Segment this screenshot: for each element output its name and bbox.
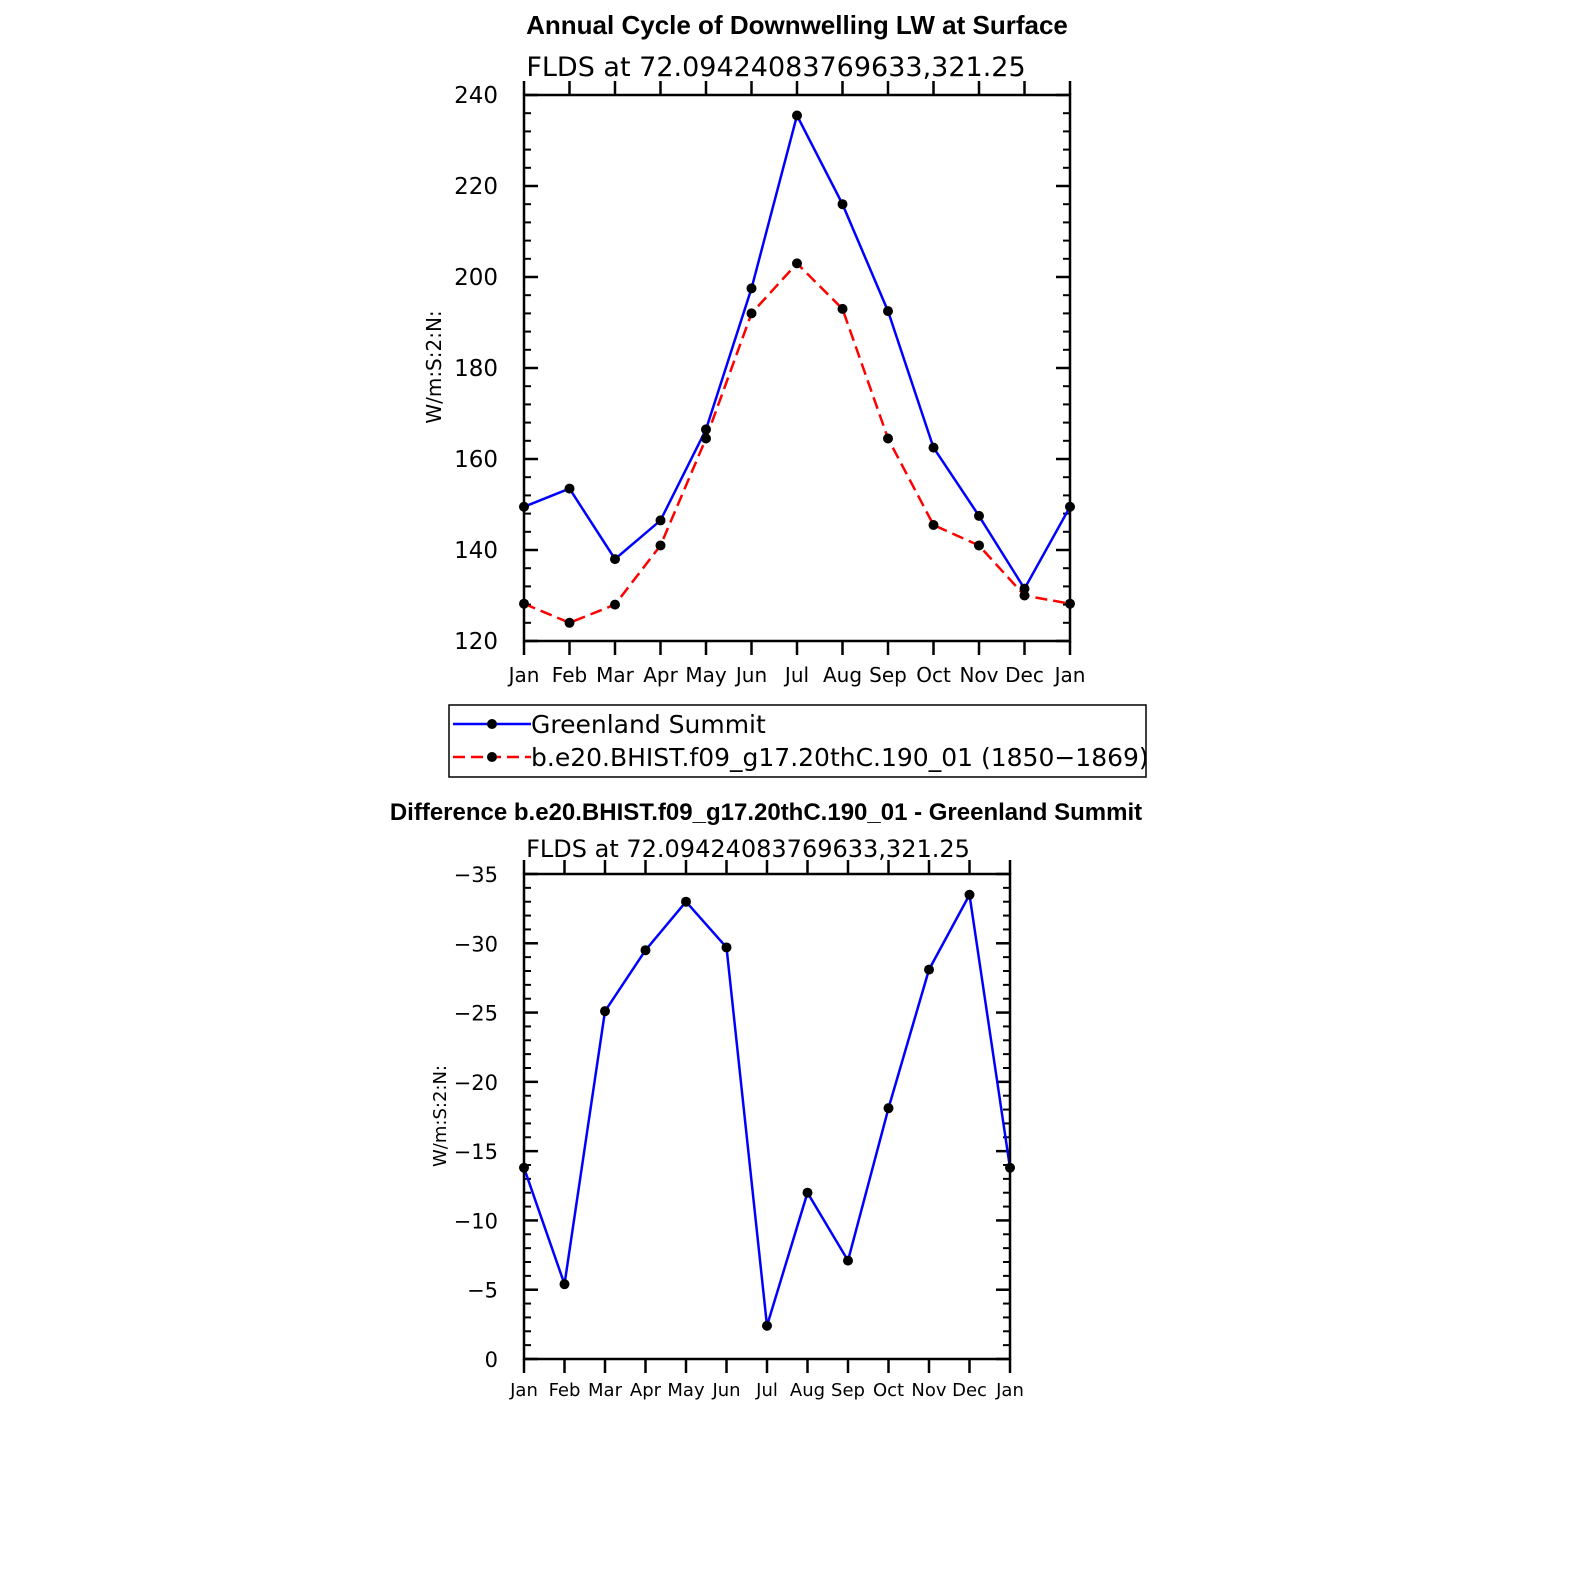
series-line-1 xyxy=(524,263,1070,622)
data-point xyxy=(974,511,984,521)
data-point xyxy=(792,258,802,268)
x-tick-label: Jun xyxy=(712,1380,741,1401)
x-tick-label: Nov xyxy=(911,1380,947,1401)
y-tick-label: 140 xyxy=(454,538,498,564)
data-point xyxy=(600,1006,610,1016)
series-lines xyxy=(524,895,1010,1326)
legend-marker-greenland-summit xyxy=(487,719,497,729)
x-tick-label: Sep xyxy=(869,663,907,687)
annual-cycle-chart xyxy=(422,10,1149,777)
data-point xyxy=(722,942,732,952)
data-point xyxy=(681,897,691,907)
plot-frame xyxy=(524,874,1010,1359)
chart-subtitle: FLDS at 72.09424083769633,321.25 xyxy=(526,835,970,863)
data-point xyxy=(747,308,757,318)
data-point xyxy=(656,515,666,525)
data-point xyxy=(656,540,666,550)
x-tick-label: Dec xyxy=(952,1380,987,1401)
y-tick-label: 240 xyxy=(454,83,498,109)
x-tick-label: Oct xyxy=(916,663,951,687)
data-point xyxy=(747,283,757,293)
data-point xyxy=(965,890,975,900)
series-line-0 xyxy=(524,895,1010,1326)
legend-label-greenland-summit: Greenland Summit xyxy=(531,710,766,739)
data-point xyxy=(701,434,711,444)
chart-subtitle: FLDS at 72.09424083769633,321.25 xyxy=(526,52,1026,83)
tick-labels xyxy=(454,863,1024,1401)
data-point xyxy=(974,540,984,550)
data-point xyxy=(701,424,711,434)
y-tick-label: −15 xyxy=(453,1140,498,1165)
y-tick-label: 200 xyxy=(454,265,498,291)
x-tick-label: Sep xyxy=(831,1380,865,1401)
y-tick-label: 0 xyxy=(484,1348,498,1372)
data-point xyxy=(883,306,893,316)
data-point xyxy=(883,434,893,444)
x-tick-label: Feb xyxy=(551,663,588,687)
x-tick-label: Jan xyxy=(996,1380,1024,1401)
data-point xyxy=(803,1188,813,1198)
x-tick-label: Feb xyxy=(548,1380,581,1401)
y-tick-label: −20 xyxy=(453,1070,498,1095)
y-tick-label: 220 xyxy=(454,174,498,200)
data-point xyxy=(565,484,575,494)
data-point xyxy=(838,304,848,314)
x-tick-label: Aug xyxy=(789,1380,826,1401)
x-tick-label: Jan xyxy=(1054,663,1086,687)
data-point xyxy=(610,600,620,610)
x-tick-label: Aug xyxy=(822,663,863,687)
axis-ticks xyxy=(524,81,1070,655)
legend-item-bhist xyxy=(453,743,1149,772)
data-point xyxy=(838,199,848,209)
series-lines xyxy=(524,116,1070,623)
x-tick-label: Jul xyxy=(784,663,810,687)
axis-ticks xyxy=(524,860,1010,1373)
y-tick-label: −25 xyxy=(453,1001,498,1026)
y-tick-label: −10 xyxy=(453,1209,498,1234)
series-line-0 xyxy=(524,116,1070,589)
x-tick-label: Jun xyxy=(735,663,768,687)
x-tick-label: Oct xyxy=(872,1380,905,1401)
legend-marker-bhist xyxy=(487,752,497,762)
y-tick-label: 180 xyxy=(454,356,498,382)
legend-label-bhist: b.e20.BHIST.f09_g17.20thC.190_01 (1850−1869) xyxy=(531,743,1149,772)
y-tick-label: 120 xyxy=(454,629,498,655)
data-point xyxy=(929,443,939,453)
data-point xyxy=(565,618,575,628)
data-point xyxy=(792,110,802,120)
x-tick-label: Mar xyxy=(596,663,634,687)
data-point xyxy=(843,1256,853,1266)
x-tick-label: May xyxy=(667,1380,705,1401)
x-tick-label: Jan xyxy=(508,663,540,687)
y-tick-label: −5 xyxy=(467,1278,498,1303)
x-tick-label: May xyxy=(685,663,727,687)
chart-title: Annual Cycle of Downwelling LW at Surface xyxy=(526,10,1068,40)
data-point xyxy=(929,520,939,530)
data-point xyxy=(560,1279,570,1289)
chart-title: Difference b.e20.BHIST.f09_g17.20thC.190_01 - Greenland Summit xyxy=(389,799,1143,826)
y-axis-label: W/m:S:2:N: xyxy=(430,1065,451,1167)
y-tick-label: −35 xyxy=(453,863,498,887)
y-tick-label: −30 xyxy=(453,932,498,957)
y-tick-label: 160 xyxy=(454,447,498,473)
x-tick-label: Jan xyxy=(510,1380,538,1401)
data-point xyxy=(762,1321,772,1331)
x-tick-label: Nov xyxy=(959,663,999,687)
x-tick-label: Apr xyxy=(643,663,678,687)
data-point xyxy=(610,554,620,564)
plot-frame xyxy=(524,95,1070,641)
legend xyxy=(449,705,1149,777)
difference-chart xyxy=(390,799,1142,1401)
tick-labels xyxy=(454,83,1085,687)
x-tick-label: Mar xyxy=(588,1380,622,1401)
data-point xyxy=(641,945,651,955)
data-point xyxy=(1020,591,1030,601)
series-points xyxy=(519,890,1015,1331)
data-point xyxy=(924,965,934,975)
x-tick-label: Apr xyxy=(629,1380,662,1401)
x-tick-label: Jul xyxy=(756,1380,778,1401)
data-point xyxy=(884,1103,894,1113)
series-points xyxy=(519,110,1075,627)
y-axis-label: W/m:S:2:N: xyxy=(422,310,446,424)
x-tick-label: Dec xyxy=(1005,663,1044,687)
